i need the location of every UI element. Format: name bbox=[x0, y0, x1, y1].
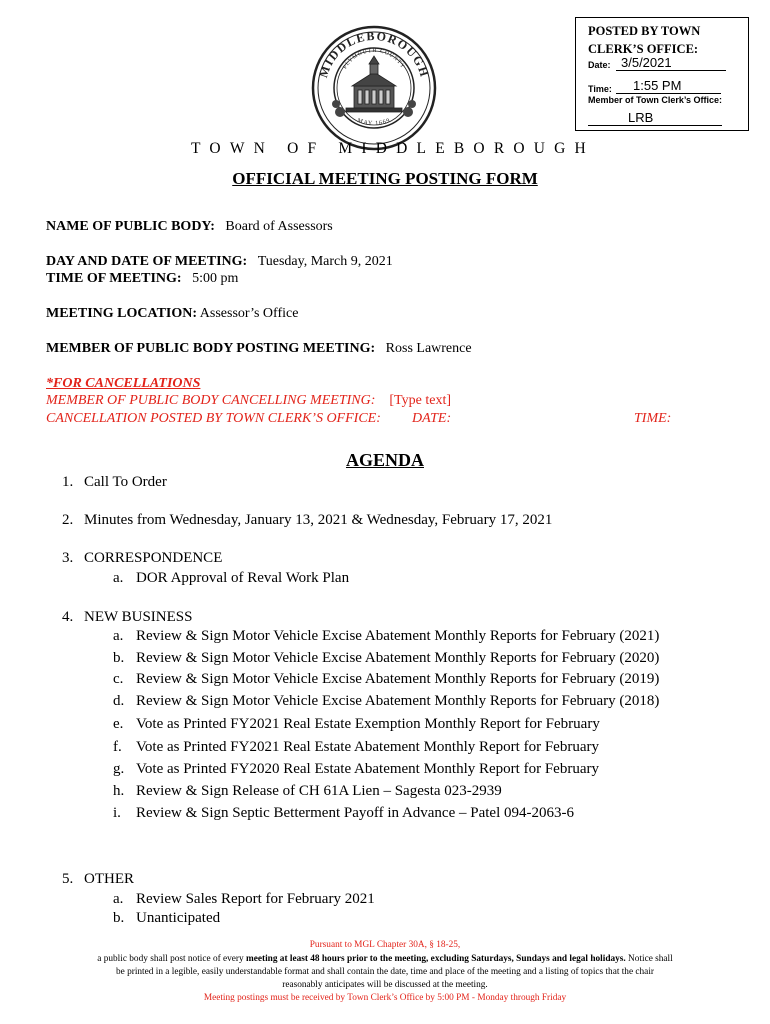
meeting-date-line bbox=[46, 254, 393, 270]
agenda-item bbox=[62, 512, 553, 529]
agenda-item-text: Call To Order bbox=[84, 474, 167, 490]
posting-member-line bbox=[46, 341, 472, 357]
agenda-item bbox=[62, 550, 223, 567]
agenda-item-number: d. bbox=[113, 693, 125, 709]
cancellations-heading: *FOR CANCELLATIONS bbox=[46, 376, 201, 391]
footer-notice-line2: be printed in a legible, easily understandable format and shall contain the date, time and place of the meeting and a listing of topics that the chair bbox=[115, 967, 654, 977]
footer-notice-line1 bbox=[0, 954, 770, 964]
agenda-item bbox=[113, 693, 660, 710]
public-body-label: NAME OF PUBLIC BODY: bbox=[46, 219, 215, 234]
meeting-date-value: Tuesday, March 9, 2021 bbox=[257, 254, 393, 269]
cancelling-member-line bbox=[46, 393, 451, 409]
agenda-item bbox=[113, 910, 221, 927]
agenda-item-text: Review & Sign Motor Vehicle Excise Abatement Monthly Reports for February (2020) bbox=[136, 650, 660, 666]
agenda-item-text: Review & Sign Motor Vehicle Excise Abatement Monthly Reports for February (2018) bbox=[136, 693, 660, 709]
cancellation-time-label: TIME: bbox=[634, 411, 672, 426]
footer-notice-line3: reasonably anticipates will be discussed at the meeting. bbox=[282, 980, 488, 990]
agenda-item-number: b. bbox=[113, 910, 125, 926]
footer-law-reference: Pursuant to MGL Chapter 30A, § 18-25, bbox=[309, 940, 461, 950]
agenda-item bbox=[113, 650, 660, 667]
agenda-item-number: a. bbox=[113, 891, 124, 907]
agenda-item-text: Vote as Printed FY2020 Real Estate Abatement Monthly Report for February bbox=[136, 761, 599, 777]
agenda-item-number: i. bbox=[113, 805, 121, 821]
agenda-item bbox=[62, 871, 134, 888]
cancellation-date-label: DATE: bbox=[412, 411, 452, 426]
footer-notice-line1-b: meeting at least 48 hours prior to the meeting, excluding Saturdays, Sundays and legal holidays. bbox=[245, 954, 626, 964]
stamp-heading-line1: POSTED BY TOWN bbox=[588, 24, 701, 38]
agenda-item-text: NEW BUSINESS bbox=[84, 609, 193, 625]
stamp-time-value: 1:55 PM bbox=[616, 78, 721, 94]
agenda-item-text: Minutes from Wednesday, January 13, 2021 & Wednesday, February 17, 2021 bbox=[84, 512, 553, 528]
agenda-item-number: b. bbox=[113, 650, 125, 666]
town-name-heading: TOWN OF MIDDLEBOROUGH bbox=[191, 140, 595, 157]
agenda-item-number: 1. bbox=[62, 474, 74, 490]
cancelling-member-value: [Type text] bbox=[389, 393, 451, 408]
stamp-time-label: Time: bbox=[588, 84, 612, 94]
agenda-item-number: f. bbox=[113, 739, 122, 755]
agenda-item-number: 5. bbox=[62, 871, 74, 887]
meeting-location-label: MEETING LOCATION: bbox=[46, 306, 198, 321]
stamp-member-label: Member of Town Clerk’s Office: bbox=[588, 95, 723, 105]
agenda-item-number: h. bbox=[113, 783, 125, 799]
posting-member-value: Ross Lawrence bbox=[385, 341, 472, 356]
form-title: OFFICIAL MEETING POSTING FORM bbox=[232, 169, 538, 188]
agenda-item-number: 3. bbox=[62, 550, 74, 566]
agenda-item-text: OTHER bbox=[84, 871, 134, 887]
agenda-item-number: c. bbox=[113, 671, 124, 687]
agenda-item bbox=[113, 570, 350, 587]
agenda-item-number: 4. bbox=[62, 609, 74, 625]
agenda-item-number: a. bbox=[113, 570, 124, 586]
agenda-item bbox=[113, 716, 600, 733]
seal-name: MIDDLEBOROUGH bbox=[316, 28, 432, 80]
footer-notice-line1-a: a public body shall post notice of every bbox=[97, 954, 246, 964]
agenda-item-text: Vote as Printed FY2021 Real Estate Abatement Monthly Report for February bbox=[136, 739, 599, 755]
agenda-item bbox=[113, 739, 599, 756]
agenda-item-text: DOR Approval of Reval Work Plan bbox=[136, 570, 350, 586]
town-seal-icon bbox=[310, 24, 438, 152]
agenda-item bbox=[113, 891, 375, 908]
agenda-item-text: Vote as Printed FY2021 Real Estate Exemption Monthly Report for February bbox=[136, 716, 600, 732]
posting-member-label: MEMBER OF PUBLIC BODY POSTING MEETING: bbox=[46, 341, 376, 356]
agenda-item-number: a. bbox=[113, 628, 124, 644]
posted-stamp-box bbox=[575, 17, 749, 131]
meeting-location-value: Assessor’s Office bbox=[199, 306, 299, 321]
agenda-item-text: Review & Sign Motor Vehicle Excise Abatement Monthly Reports for February (2019) bbox=[136, 671, 660, 687]
public-body-value: Board of Assessors bbox=[225, 219, 333, 234]
cancellation-posted-label: CANCELLATION POSTED BY TOWN CLERK’S OFFICE: bbox=[46, 411, 381, 426]
agenda-item-number: 2. bbox=[62, 512, 74, 528]
stamp-date-label: Date: bbox=[588, 60, 611, 70]
agenda-item-number: g. bbox=[113, 761, 125, 777]
agenda-item-text: Review & Sign Release of CH 61A Lien – Sagesta 023-2939 bbox=[136, 783, 502, 799]
meeting-time-line bbox=[46, 271, 238, 287]
public-body-line bbox=[46, 219, 333, 235]
stamp-date-value: 3/5/2021 bbox=[616, 55, 726, 71]
agenda-item-number: e. bbox=[113, 716, 124, 732]
agenda-item bbox=[62, 609, 193, 626]
meeting-date-label: DAY AND DATE OF MEETING: bbox=[46, 254, 248, 269]
meeting-time-value: 5:00 pm bbox=[192, 271, 239, 286]
agenda-item-text: Review & Sign Septic Betterment Payoff in Advance – Patel 094-2063-6 bbox=[136, 805, 574, 821]
agenda-item-text: Review & Sign Motor Vehicle Excise Abatement Monthly Reports for February (2021) bbox=[136, 628, 660, 644]
agenda-item bbox=[113, 783, 502, 800]
stamp-member-value: LRB bbox=[588, 110, 722, 126]
footer-notice-line1-c: Notice shall bbox=[625, 954, 673, 964]
agenda-item bbox=[113, 628, 660, 645]
agenda-item-text: CORRESPONDENCE bbox=[84, 550, 223, 566]
agenda-item bbox=[113, 761, 599, 778]
agenda-item-text: Review Sales Report for February 2021 bbox=[136, 891, 375, 907]
agenda-item bbox=[62, 474, 167, 491]
agenda-item bbox=[113, 671, 660, 688]
agenda-item bbox=[113, 805, 574, 822]
meeting-time-label: TIME OF MEETING: bbox=[46, 271, 182, 286]
cancelling-member-label: MEMBER OF PUBLIC BODY CANCELLING MEETING: bbox=[46, 393, 376, 408]
stamp-heading-line2: CLERK’S OFFICE: bbox=[588, 42, 699, 56]
meeting-location-line bbox=[46, 306, 298, 322]
agenda-title: AGENDA bbox=[345, 450, 424, 470]
agenda-item-text: Unanticipated bbox=[136, 910, 221, 926]
footer-deadline: Meeting postings must be received by Town Clerk’s Office by 5:00 PM - Monday through Friday bbox=[203, 993, 567, 1003]
seal-motto: MAY 1669 bbox=[356, 117, 392, 127]
seal-subtitle: PLYMOUTH COUNTY bbox=[342, 47, 406, 71]
